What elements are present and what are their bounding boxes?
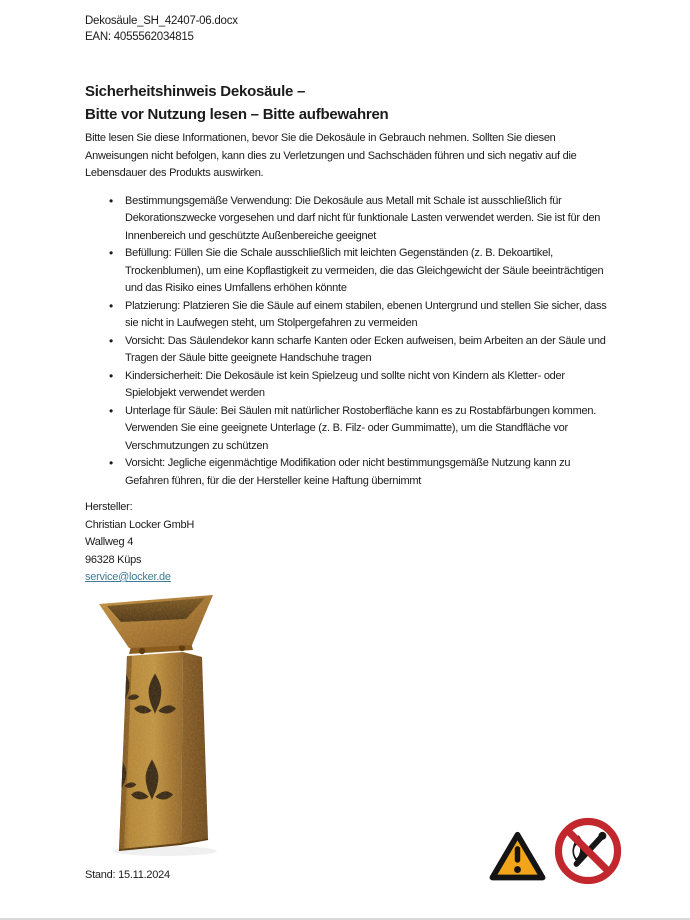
title-line-2: Bitte vor Nutzung lesen – Bitte aufbewahren bbox=[85, 105, 389, 123]
warning-triangle-icon bbox=[489, 824, 546, 890]
list-item-vorsicht-modifikation: • Vorsicht: Jegliche eigenmächtige Modifikation oder nicht bestimmungsgemäße Nutzung kann zu Gefahren führen, für die der Hersteller keine Haftung übernimmt bbox=[109, 455, 609, 490]
manufacturer-block bbox=[85, 499, 609, 587]
document-content bbox=[85, 13, 609, 587]
safety-signs bbox=[489, 812, 624, 890]
safety-instructions-list bbox=[85, 193, 609, 491]
list-item-bestimmungsgemaesse-verwendung: • Bestimmungsgemäße Verwendung: Die Dekosäule aus Metall mit Schale ist ausschließlich für Dekorationszwecke vorgesehen und darf nicht für funktionale Lasten verwendet werden. Sie ist für den Innenbereich und geschützte Außenbereiche geeignet bbox=[109, 193, 609, 246]
document-header bbox=[85, 13, 609, 45]
manufacturer-company: Christian Locker GmbH bbox=[85, 518, 195, 531]
manufacturer-city: 96328 Küps bbox=[85, 553, 142, 566]
file-name: Dekosäule_SH_42407-06.docx bbox=[85, 15, 238, 27]
title-line-1: Sicherheitshinweis Dekosäule – bbox=[85, 83, 306, 100]
manufacturer-email-link[interactable]: service@locker.de bbox=[85, 571, 171, 583]
manufacturer-label: Hersteller: bbox=[85, 501, 133, 513]
intro-paragraph: Bitte lesen Sie diese Informationen, bevor Sie die Dekosäule in Gebrauch nehmen. Sollten Sie diesen Anweisungen nicht befolgen, kann dies zu Verletzungen und Sachschäden führen und sich negativ auf die Lebensdauer des Produkts auswirken. bbox=[85, 132, 577, 179]
page-title bbox=[85, 81, 609, 126]
list-item-kindersicherheit: • Kindersicherheit: Die Dekosäule ist kein Spielzeug und sollte nicht von Kindern als Kletter- oder Spielobjekt verwendet werden bbox=[109, 368, 609, 403]
no-open-flame-icon bbox=[552, 812, 624, 890]
manufacturer-street: Wallweg 4 bbox=[85, 536, 134, 548]
list-item-vorsicht-kanten: • Vorsicht: Das Säulendekor kann scharfe Kanten oder Ecken aufweisen, beim Arbeiten an der Säule und Tragen der Säule bitte geeignete Handschuhe tragen bbox=[109, 333, 609, 368]
list-item-befuellung: • Befüllung: Füllen Sie die Schale ausschließlich mit leichten Gegenständen (z. B. Dekoartikel, Trockenblumen), um eine Kopflastigkeit zu vermeiden, die das Gleichgewicht der Säule beeinträchtigen und das Risiko eines Umfallens erhöhen könnte bbox=[109, 245, 609, 298]
ean-number: EAN: 4055562034815 bbox=[85, 31, 194, 43]
list-item-platzierung: • Platzierung: Platzieren Sie die Säule auf einem stabilen, ebenen Untergrund und stellen Sie sicher, dass sie nicht in Laufwegen steht, um Stolpergefahren zu vermeiden bbox=[109, 298, 609, 333]
revision-date: Stand: 15.11.2024 bbox=[85, 869, 170, 881]
deko-column-image bbox=[85, 588, 300, 866]
product-photo bbox=[85, 588, 300, 866]
list-item-unterlage: • Unterlage für Säule: Bei Säulen mit natürlicher Rostoberfläche kann es zu Rostabfärbungen kommen. Verwenden Sie eine geeignete Unterlage (z. B. Filz- oder Gummimatte), um die Standfläche vor Verschmutzungen zu schützen bbox=[109, 403, 609, 456]
